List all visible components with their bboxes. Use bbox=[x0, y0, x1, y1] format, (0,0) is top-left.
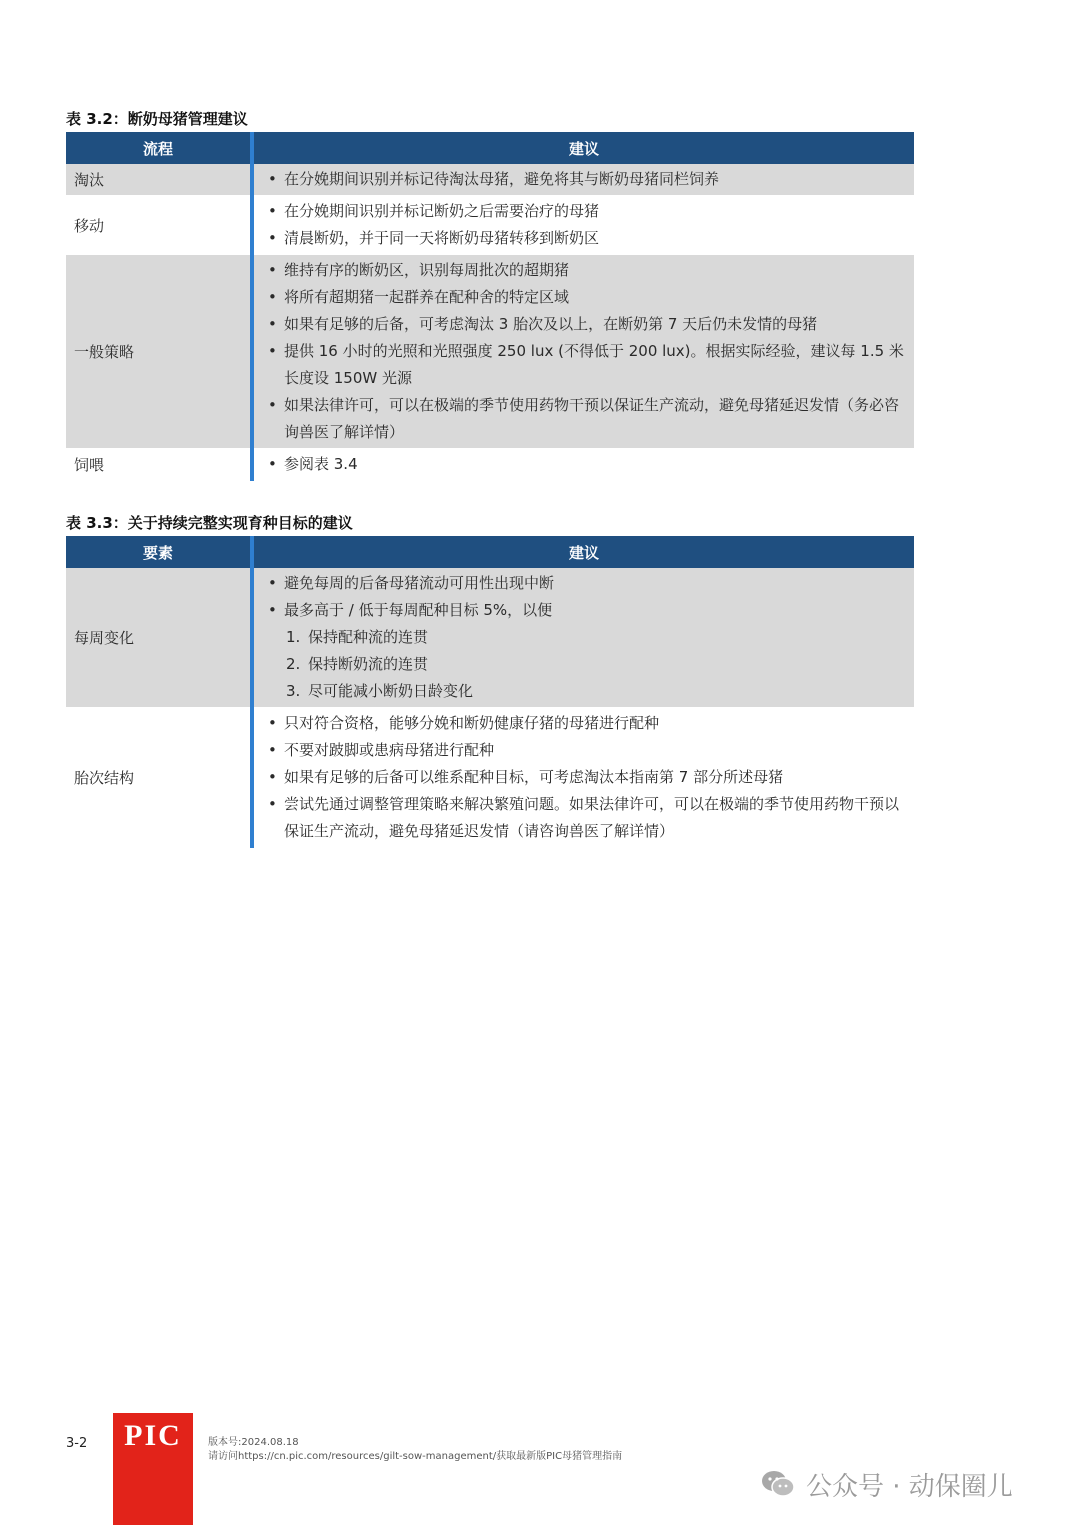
table-header-row bbox=[66, 132, 914, 164]
logo-text: PIC bbox=[124, 1419, 182, 1452]
advice-cell bbox=[252, 707, 914, 848]
advice-item: • 如果有足够的后备，可考虑淘汰 3 胎次及以上，在断奶第 7 天后仍未发情的母猪 bbox=[268, 311, 906, 338]
url-note: 请访问https://cn.pic.com/resources/gilt-sow-management/获取最新版PIC母猪管理指南 bbox=[208, 1451, 623, 1462]
table-row bbox=[66, 568, 914, 707]
table-row bbox=[66, 707, 914, 848]
version-text: 版本号:2024.08.18 bbox=[208, 1437, 299, 1448]
table-row bbox=[66, 195, 914, 255]
table-3-3-caption: 表 3.3：关于持续完整实现育种目标的建议 bbox=[66, 514, 353, 532]
advice-cell bbox=[252, 255, 914, 448]
table-row bbox=[66, 164, 914, 195]
advice-cell bbox=[252, 164, 914, 195]
table-row bbox=[66, 448, 914, 481]
wechat-icon bbox=[760, 1469, 796, 1499]
table-3-3 bbox=[66, 536, 914, 848]
advice-item: • 在分娩期间识别并标记断奶之后需要治疗的母猪 bbox=[268, 198, 906, 225]
advice-item: • 在分娩期间识别并标记待淘汰母猪，避免将其与断奶母猪同栏饲养 bbox=[268, 166, 906, 193]
advice-item: • 参阅表 3.4 bbox=[268, 451, 906, 478]
table-header-row bbox=[66, 536, 914, 568]
table-row bbox=[66, 255, 914, 448]
numbered-item: 1. 保持配种流的连贯 bbox=[286, 628, 429, 646]
advice-cell bbox=[252, 448, 914, 481]
table-3-2 bbox=[66, 132, 914, 481]
numbered-item: 3. 尽可能减小断奶日龄变化 bbox=[286, 682, 474, 700]
column-header-advice: 建议 bbox=[252, 132, 914, 164]
row-label: 移动 bbox=[74, 216, 105, 235]
row-label: 胎次结构 bbox=[74, 769, 135, 787]
advice-item: • 最多高于 / 低于每周配种目标 5%，以便 bbox=[268, 597, 906, 624]
numbered-item-text: 尽可能减小断奶日龄变化 bbox=[308, 682, 474, 700]
advice-item: • 不要对跛脚或患病母猪进行配种 bbox=[268, 737, 906, 764]
row-label: 淘汰 bbox=[66, 164, 252, 195]
row-label: 饲喂 bbox=[74, 456, 105, 474]
watermark bbox=[760, 1466, 1013, 1502]
row-label: 每周变化 bbox=[66, 568, 252, 707]
row-label: 一般策略 bbox=[66, 255, 252, 448]
watermark-text: 公众号 · 动保圈儿 bbox=[806, 1471, 1013, 1502]
column-header-process: 流程 bbox=[66, 132, 252, 164]
footer-info bbox=[208, 1436, 622, 1464]
advice-item: • 如果有足够的后备可以维系配种目标，可考虑淘汰本指南第 7 部分所述母猪 bbox=[268, 764, 906, 791]
column-header-advice: 建议 bbox=[252, 536, 914, 568]
advice-item: • 尝试先通过调整管理策略来解决繁殖问题。如果法律许可，可以在极端的季节使用药物干预以保证生产流动，避免母猪延迟发情（请咨询兽医了解详情） bbox=[268, 791, 906, 845]
pic-logo bbox=[113, 1413, 193, 1525]
advice-item: • 提供 16 小时的光照和光照强度 250 lux (不得低于 200 lux)。根据实际经验，建议每 1.5 米长度设 150W 光源 bbox=[268, 338, 906, 392]
numbered-item-text: 保持配种流的连贯 bbox=[308, 628, 429, 646]
advice-item: • 将所有超期猪一起群养在配种舍的特定区域 bbox=[268, 284, 906, 311]
numbered-item: 2. 保持断奶流的连贯 bbox=[286, 655, 429, 673]
advice-item: • 只对符合资格，能够分娩和断奶健康仔猪的母猪进行配种 bbox=[268, 710, 906, 737]
advice-cell bbox=[252, 568, 914, 707]
numbered-item-text: 保持断奶流的连贯 bbox=[308, 655, 429, 673]
advice-item: • 如果法律许可，可以在极端的季节使用药物干预以保证生产流动，避免母猪延迟发情（务必咨询兽医了解详情） bbox=[268, 392, 906, 446]
advice-item: • 维持有序的断奶区，识别每周批次的超期猪 bbox=[268, 257, 906, 284]
page-number: 3-2 bbox=[66, 1436, 88, 1451]
advice-cell bbox=[252, 195, 914, 255]
column-header-element: 要素 bbox=[66, 536, 252, 568]
advice-item: • 避免每周的后备母猪流动可用性出现中断 bbox=[268, 570, 906, 597]
table-3-2-caption: 表 3.2：断奶母猪管理建议 bbox=[66, 110, 248, 128]
advice-item: • 清晨断奶，并于同一天将断奶母猪转移到断奶区 bbox=[268, 225, 906, 252]
